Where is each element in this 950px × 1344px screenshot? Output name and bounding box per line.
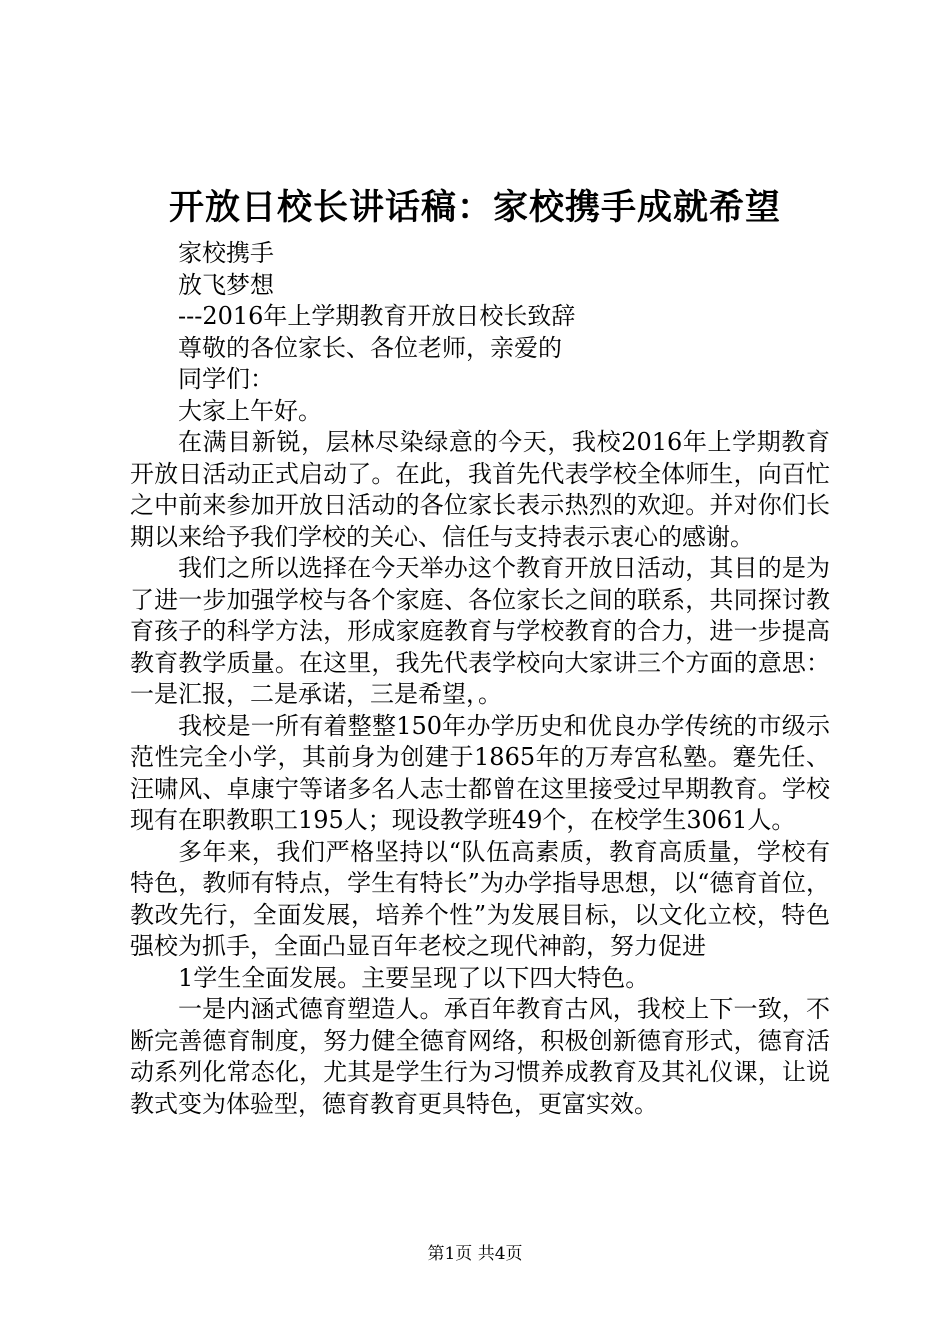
greeting-line: 大家上午好。 [178, 396, 322, 425]
salutation-line-1: 尊敬的各位家长、各位老师，亲爱的 [178, 333, 562, 362]
continuation-line: 1学生全面发展。主要呈现了以下四大特色。 [178, 963, 650, 992]
document-body [130, 238, 830, 1120]
header-line-1: 家校携手 [178, 239, 274, 267]
paragraph-5: 一是内涵式德育塑造人。承百年教育古风，我校上下一致，不断完善德育制度，努力健全德育网络，积极创新德育形式，德育活动系列化常态化，尤其是学生行为习惯养成教育及其礼仪课，让说教式变为体验型，德育教育更具特色，更富实效。 [130, 995, 830, 1118]
paragraph-4: 多年来，我们严格坚持以“队伍高素质，教育高质量，学校有特色，教师有特点，学生有特长”为办学指导思想，以“德育首位，教改先行，全面发展，培养个性”为发展目标，以文化立校，特色强校为抓手，全面凸显百年老校之现代神韵，努力促进 [130, 837, 830, 960]
page-number-footer: 第1页 共4页 [427, 1244, 523, 1264]
paragraph-3: 我校是一所有着整整150年办学历史和优良办学传统的市级示范性完全小学，其前身为创建于1865年的万寿宫私塾。蹇先任、汪啸风、卓康宁等诸多名人志士都曾在这里接受过早期教育。学校现有在职教职工195人；现设教学班49个，在校学生3061人。 [130, 711, 830, 834]
header-line-2: 放飞梦想 [178, 270, 274, 299]
paragraph-2: 我们之所以选择在今天举办这个教育开放日活动，其目的是为了进一步加强学校与各个家庭、各位家长之间的联系，共同探讨教育孩子的科学方法，形成家庭教育与学校教育的合力，进一步提高教育教学质量。在这里，我先代表学校向大家讲三个方面的意思：一是汇报，二是承诺，三是希望，。 [130, 554, 830, 708]
document-title: 开放日校长讲话稿：家校携手成就希望 [168, 187, 781, 228]
header-line-subtitle: ---2016年上学期教育开放日校长致辞 [178, 302, 576, 330]
salutation-line-2: 同学们： [178, 365, 274, 393]
paragraph-1: 在满目新锐，层林尽染绿意的今天，我校2016年上学期教育开放日活动正式启动了。在此，我首先代表学校全体师生，向百忙之中前来参加开放日活动的各位家长表示热烈的欢迎。并对你们长期以来给予我们学校的关心、信任与支持表示衷心的感谢。 [130, 428, 830, 551]
